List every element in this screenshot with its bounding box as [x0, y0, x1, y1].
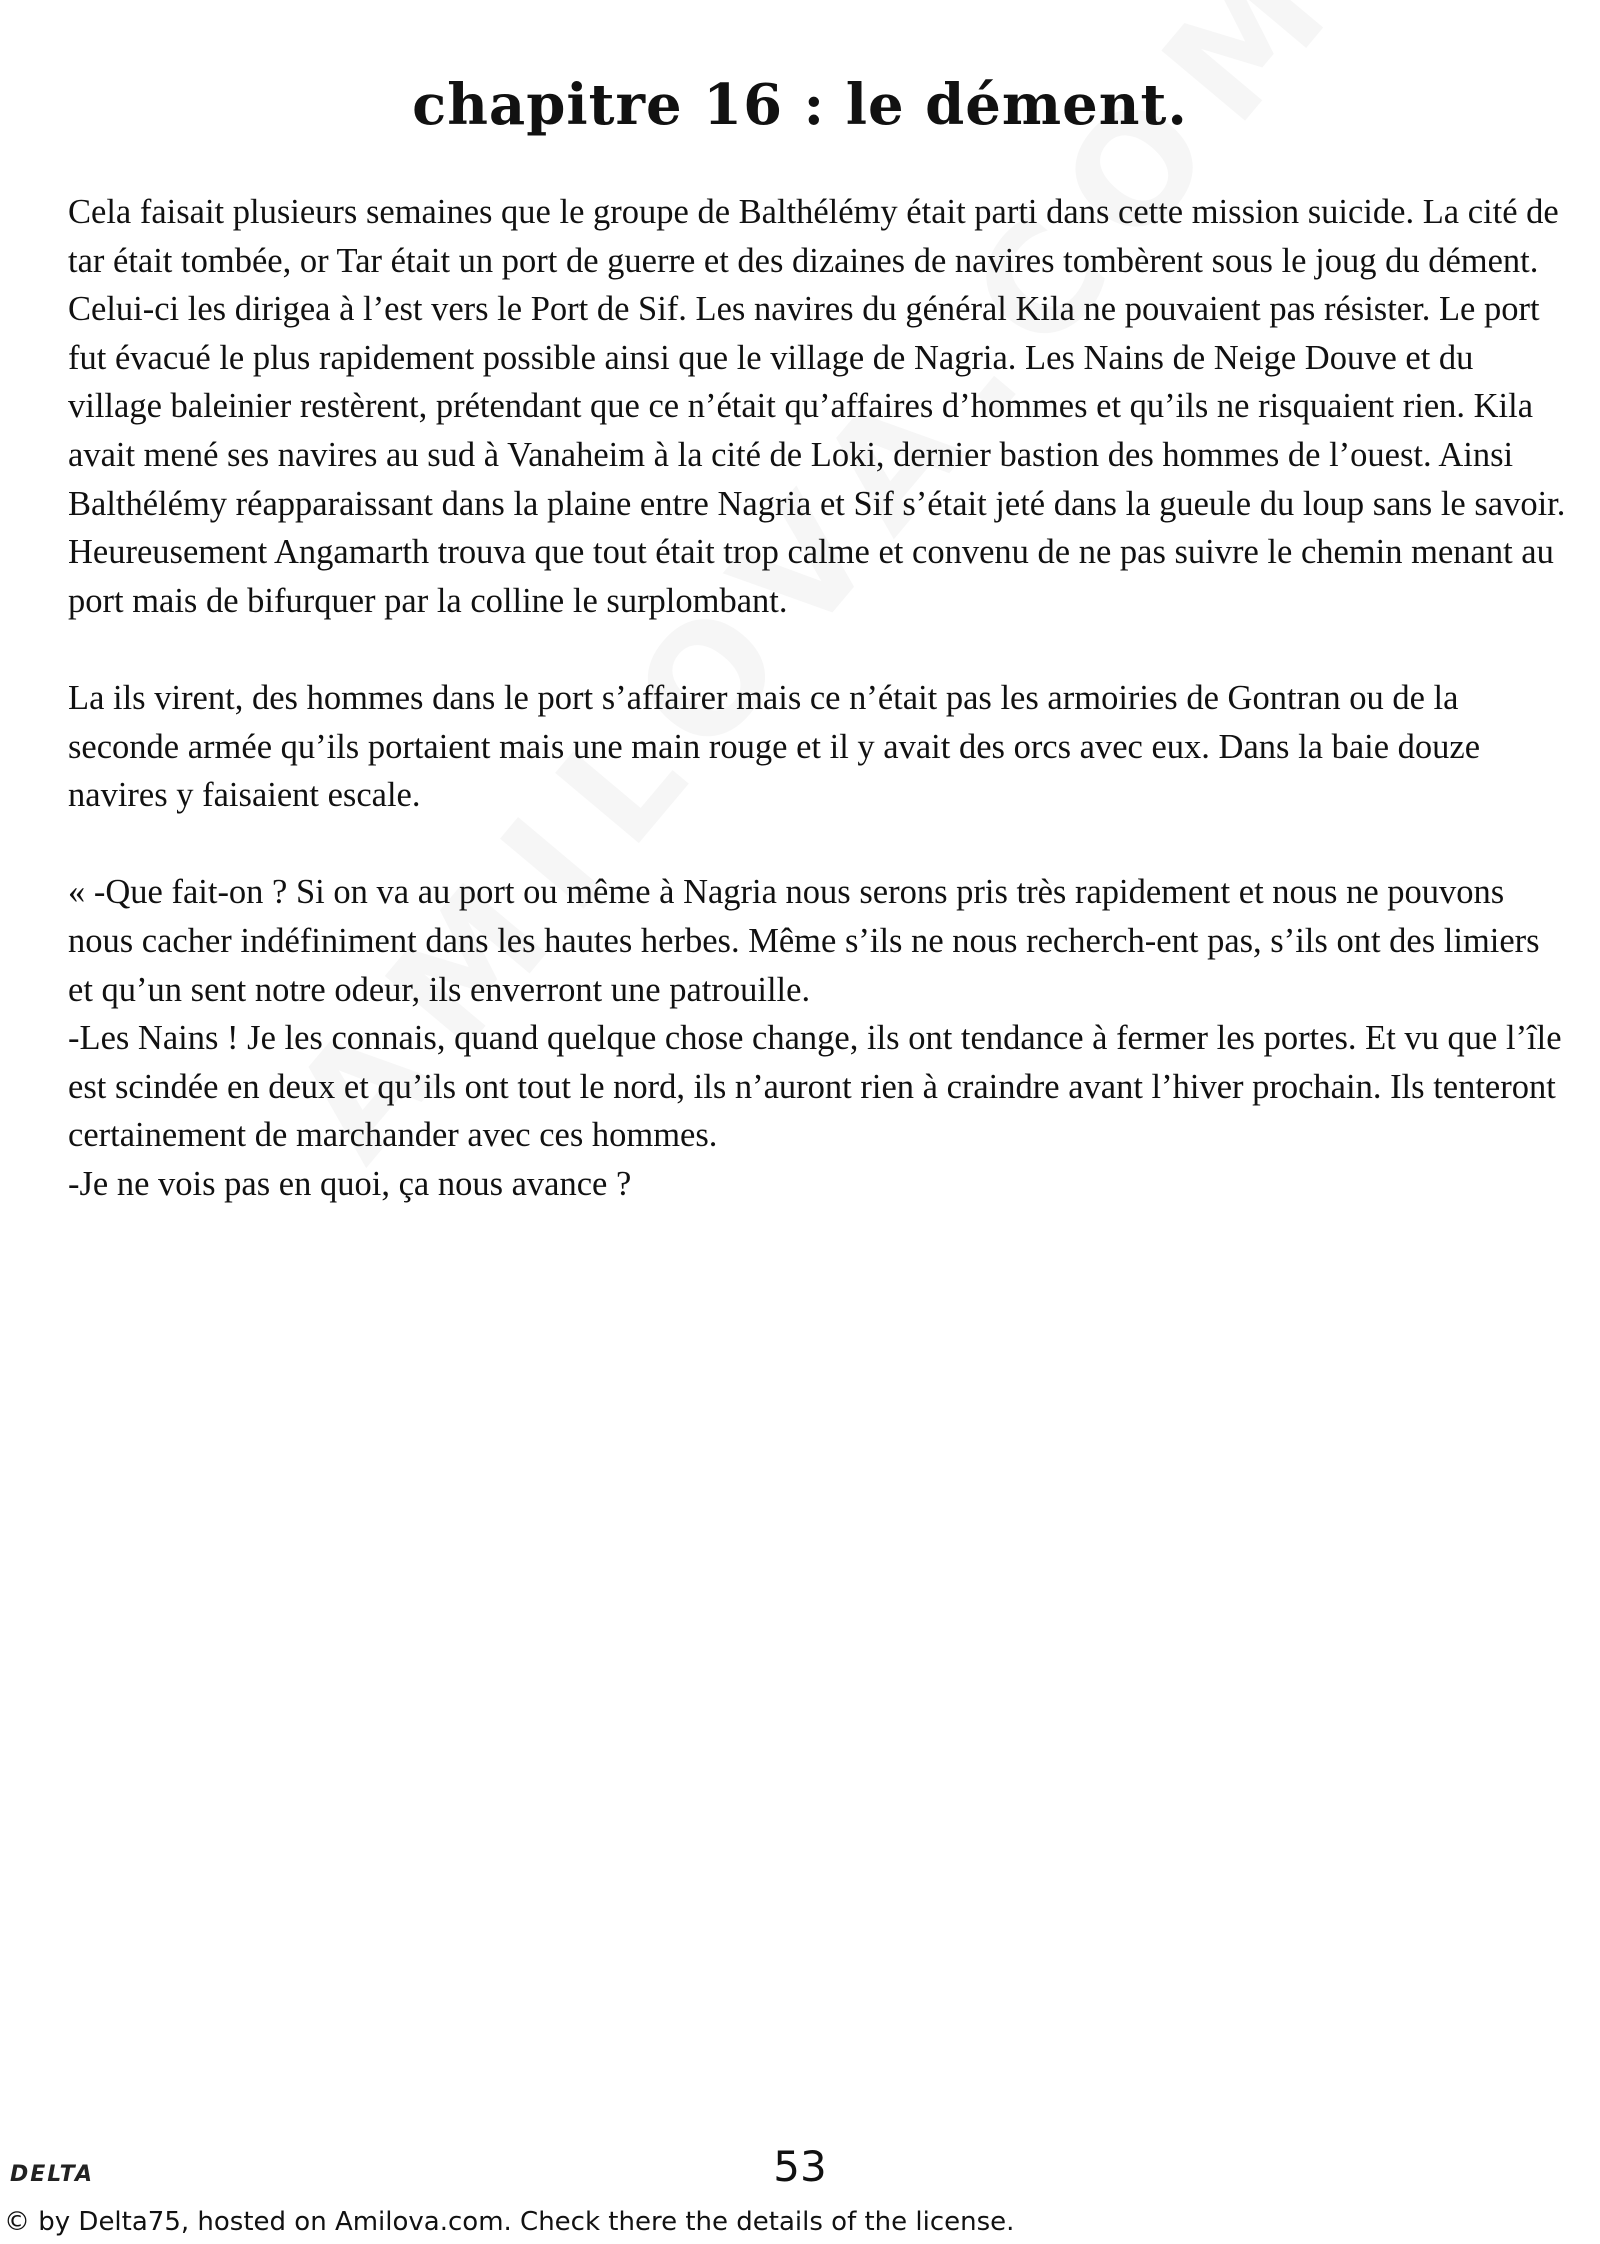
page-number: 53	[773, 2142, 827, 2191]
license-notice: © by Delta75, hosted on Amilova.com. Check there the details of the license.	[4, 2207, 1015, 2237]
paragraph-gap	[68, 820, 1568, 869]
chapter-body	[68, 188, 1568, 1208]
paragraph: Heureusement Angamarth trouva que tout était trop calme et convenu de ne pas suivre le chemin menant au port mais de bifurquer par la colline le surplombant.	[68, 533, 1554, 620]
delta-logo: DELTA	[10, 2162, 94, 2187]
paragraph: La ils virent, des hommes dans le port s’affairer mais ce n’était pas les armoiries de Gontran ou de la seconde armée qu’ils portaient mais une main rouge et il y avait des orcs avec eux. Dans la baie douze navires y faisaient escale.	[68, 678, 1481, 815]
dialogue-line: -Les Nains ! Je les connais, quand quelque chose change, ils ont tendance à fermer les portes. Et vu que l’île est scindée en deux et qu’ils ont tout le nord, ils n’auront rien à craindre avant l’hiver prochain. Ils tenteront certainement de marchander avec ces hommes.	[68, 1019, 1562, 1155]
chapter-title: chapitre 16 : le dément.	[412, 72, 1188, 138]
dialogue-line: « -Que fait-on ? Si on va au port ou même à Nagria nous serons pris très rapidement et nous ne pouvons nous cacher indéfiniment dans les hautes herbes. Même s’ils ne nous recherch-ent pas, s’ils ont des limiers et qu’un sent notre odeur, ils enverront une patrouille.	[68, 873, 1540, 1009]
dialogue-line: -Je ne vois pas en quoi, ça nous avance ?	[68, 1164, 632, 1203]
paragraph-gap	[68, 625, 1568, 674]
paragraph: Cela faisait plusieurs semaines que le groupe de Balthélémy était parti dans cette mission suicide. La cité de tar était tombée, or Tar était un port de guerre et des dizaines de navires tombèrent sous le joug du dément. Celui-ci les dirigea à l’est vers le Port de Sif. Les navires du général Kila ne pouvaient pas résister. Le port fut évacué le plus rapidement possible ainsi que le village de Nagria. Les Nains de Neige Douve et du village baleinier restèrent, prétendant que ce n’était qu’affaires d’hommes et qu’ils ne risquaient rien. Kila avait mené ses navires au sud à Vanaheim à la cité de Loki, dernier bastion des hommes de l’ouest. Ainsi Balthélémy réapparaissant dans la plaine entre Nagria et Sif s’était jeté dans la gueule du loup sans le savoir.	[68, 193, 1566, 523]
